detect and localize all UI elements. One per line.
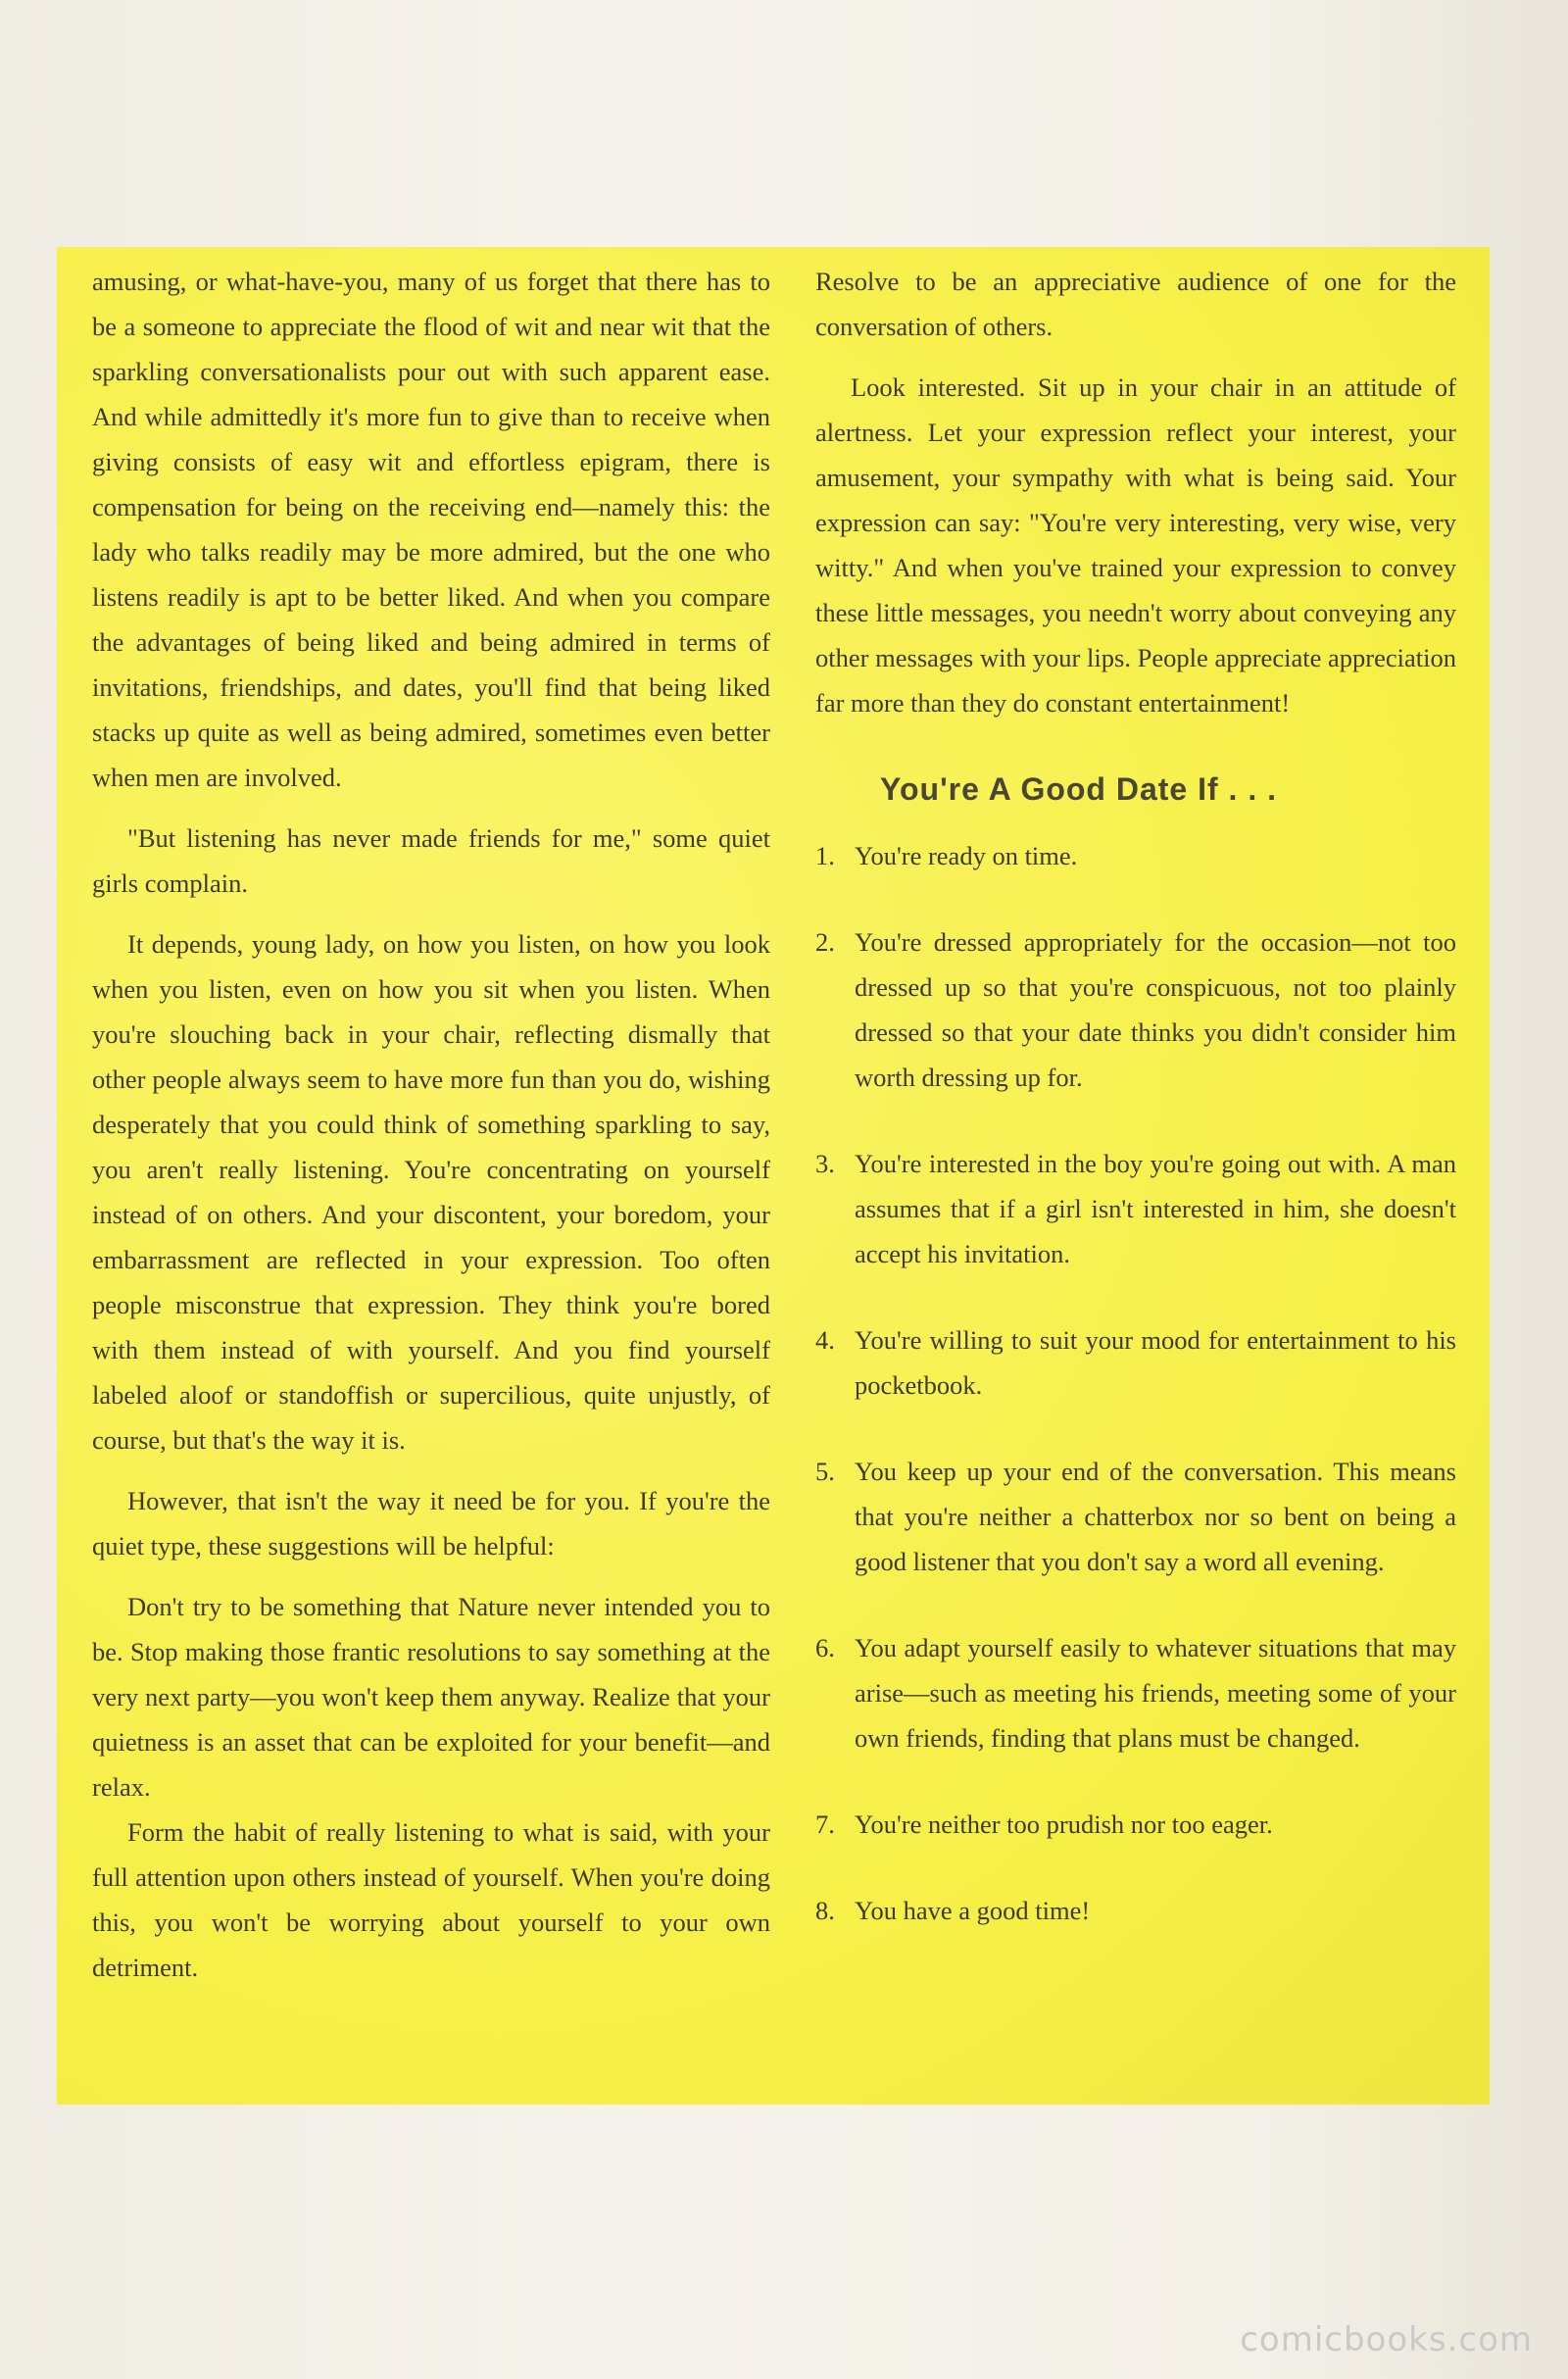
body-paragraph: amusing, or what-have-you, many of us forget that there has to be a someone to appreciate the flood of wit and near wit that the sparkling conversationalists pour out with such apparent ease. And while admittedly it's more fun to give than to receive when giving consists of easy wit and effortless epigram, there is compensation for being on the receiving end—namely this: the lady who talks readily may be more admired, but the one who listens readily is apt to be better liked. And when you compare the advantages of being liked and being admired in terms of invitations, friendships, and dates, you'll find that being liked stacks up quite as well as being admired, sometimes even better when men are involved. [92,267,770,792]
list-text: You're ready on time. [855,841,1078,870]
list-text: You're neither too prudish nor too eager. [855,1809,1273,1839]
list-number: 6. [815,1633,835,1662]
body-paragraph: Resolve to be an appreciative audience of one for the conversation of others. [815,267,1456,341]
good-date-list [815,833,1456,1933]
list-text: You're interested in the boy you're going out with. A man assumes that if a girl isn't interested in him, she doesn't accept his invitation. [855,1149,1456,1268]
site-watermark: comicbooks.com [1240,2320,1533,2359]
list-number: 5. [815,1457,835,1486]
body-paragraph: It depends, young lady, on how you listen, on how you look when you listen, even on how you sit when you listen. When you're slouching back in your chair, reflecting dismally that other people always seem to have more fun than you do, wishing desperately that you could think of something sparkling to say, you aren't really listening. You're concentrating on yourself instead of on others. And your discontent, your boredom, your embarrassment are reflected in your expression. Too often people misconstrue that expression. They think you're bored with them instead of with yourself. And you find yourself labeled aloof or standoffish or supercilious, quite unjustly, of course, but that's the way it is. [92,929,770,1455]
list-item [815,1317,1456,1408]
list-number: 2. [815,927,835,957]
body-paragraph: "But listening has never made friends for me," some quiet girls complain. [92,823,770,898]
left-column [92,259,770,1990]
list-number: 8. [815,1896,835,1925]
body-paragraph: Don't try to be something that Nature never intended you to be. Stop making those frantic resolutions to say something at the very next party—you won't keep them anyway. Realize that your quietness is an asset that can be exploited for your benefit—and relax. [92,1592,770,1802]
list-number: 1. [815,841,835,870]
body-paragraph: Look interested. Sit up in your chair in an attitude of alertness. Let your expression reflect your interest, your amusement, your sympathy with what is being said. Your expression can say: "You're very interesting, very wise, very witty." And when you've trained your expression to convey these little messages, you needn't worry about conveying any other messages with your lips. People appreciate appreciation far more than they do constant entertainment! [815,372,1456,718]
list-item [815,833,1456,878]
list-number: 3. [815,1149,835,1178]
list-text: You're willing to suit your mood for entertainment to his pocketbook. [855,1325,1456,1400]
list-item [815,1802,1456,1847]
yellow-text-panel [57,247,1490,2105]
section-heading: You're A Good Date If . . . [880,771,1277,807]
body-paragraph: Form the habit of really listening to what is said, with your full attention upon others instead of yourself. When you're doing this, you won't be worrying about yourself to your own detriment. [92,1817,770,1982]
list-item [815,1449,1456,1584]
list-text: You adapt yourself easily to whatever situations that may arise—such as meeting his friends, meeting some of your own friends, finding that plans must be changed. [855,1633,1456,1753]
list-number: 4. [815,1325,835,1355]
list-item [815,919,1456,1100]
list-number: 7. [815,1809,835,1839]
list-item [815,1141,1456,1276]
list-item [815,1888,1456,1933]
body-paragraph: However, that isn't the way it need be for you. If you're the quiet type, these suggestions will be helpful: [92,1486,770,1561]
right-column [815,259,1456,1974]
list-text: You keep up your end of the conversation. This means that you're neither a chatterbox nor so bent on being a good listener that you don't say a word all evening. [855,1457,1456,1576]
list-text: You have a good time! [855,1896,1091,1925]
list-text: You're dressed appropriately for the occasion—not too dressed up so that you're conspicuous, not too plainly dressed so that your date thinks you didn't consider him worth dressing up for. [855,927,1456,1092]
list-item [815,1625,1456,1760]
